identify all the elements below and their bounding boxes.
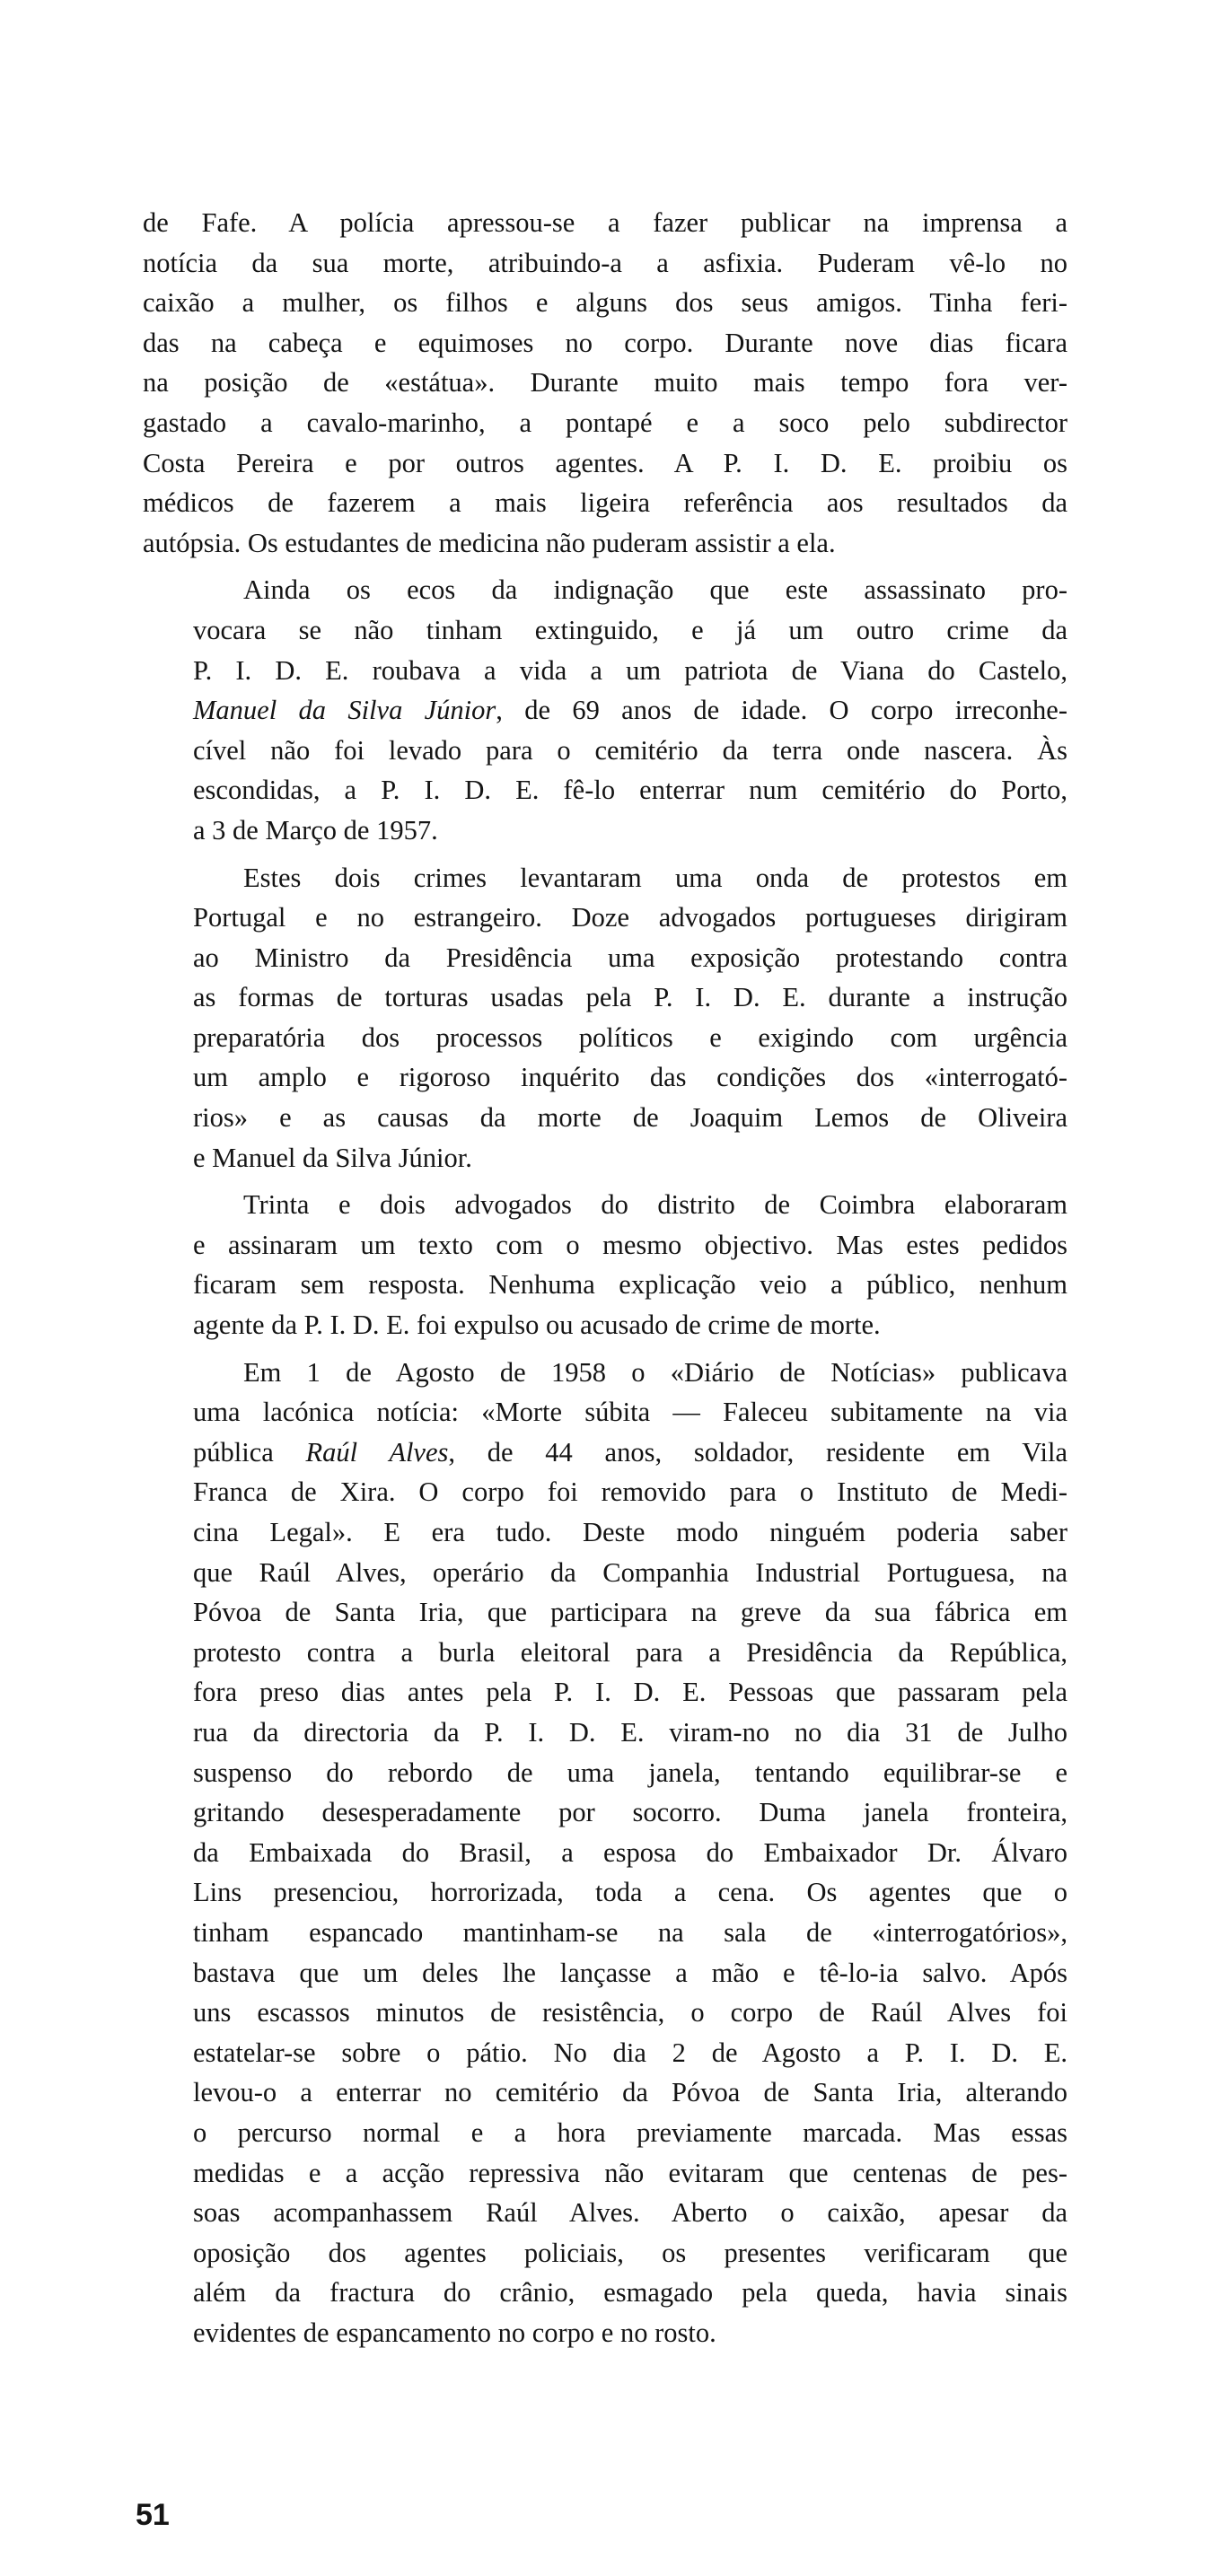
text-line: de Fafe. A polícia apressou-se a fazer publicar na imprensa a bbox=[143, 207, 1067, 238]
italic-name: Raúl Alves bbox=[305, 1436, 449, 1468]
text-line: e Manuel da Silva Júnior. bbox=[193, 1142, 472, 1173]
text-line: ao Ministro da Presidência uma exposição protestando contra bbox=[193, 942, 1067, 973]
text-line: na posição de «estátua». Durante muito mais tempo fora ver- bbox=[143, 367, 1067, 399]
text-line: estatelar-se sobre o pátio. No dia 2 de Agosto a P. I. D. E. bbox=[193, 2037, 1067, 2068]
text-line: caixão a mulher, os filhos e alguns dos seus amigos. Tinha feri- bbox=[143, 287, 1067, 319]
text-line: Estes dois crimes levantaram uma onda de protestos em bbox=[243, 862, 1067, 893]
text-line: rios» e as causas da morte de Joaquim Lemos de Oliveira bbox=[193, 1102, 1067, 1134]
paragraph bbox=[143, 203, 1067, 563]
text-line: gastado a cavalo-marinho, a pontapé e a soco pelo subdirector bbox=[143, 407, 1067, 438]
body-text bbox=[143, 203, 1067, 2353]
text-line: uns escassos minutos de resistência, o corpo de Raúl Alves foi bbox=[193, 1997, 1067, 2028]
text-line: uma lacónica notícia: «Morte súbita — Faleceu subitamente na via bbox=[193, 1397, 1067, 1428]
text-line: a 3 de Março de 1957. bbox=[193, 814, 438, 846]
text-line: cina Legal». E era tudo. Deste modo ninguém poderia saber bbox=[193, 1517, 1067, 1547]
text-line: P. I. D. E. roubava a vida a um patriota de Viana do Castelo, bbox=[193, 654, 1067, 686]
text-line: as formas de torturas usadas pela P. I. D. E. durante a instrução bbox=[193, 982, 1067, 1013]
text-line: e assinaram um texto com o mesmo objectivo. Mas estes pedidos bbox=[193, 1229, 1067, 1260]
text-line: evidentes de espancamento no corpo e no rosto. bbox=[193, 2317, 716, 2348]
text-line: autópsia. Os estudantes de medicina não puderam assistir a ela. bbox=[143, 527, 836, 558]
page-number: 51 bbox=[136, 2498, 170, 2532]
text-line: soas acompanhassem Raúl Alves. Aberto o caixão, apesar da bbox=[193, 2197, 1067, 2229]
text-line: vocara se não tinham extinguido, e já um outro crime da bbox=[193, 614, 1067, 645]
text-line: ficaram sem resposta. Nenhuma explicação veio a público, nenhum bbox=[193, 1269, 1067, 1301]
text-line: fora preso dias antes pela P. I. D. E. Pessoas que passaram pela bbox=[193, 1677, 1067, 1708]
text-line: Manuel da Silva Júnior, de 69 anos de idade. O corpo irreconhe- bbox=[193, 695, 1067, 726]
text-line: tinham espancado mantinham-se na sala de «interrogatórios», bbox=[193, 1916, 1067, 1948]
text-line: Franca de Xira. O corpo foi removido para o Instituto de Medi- bbox=[193, 1476, 1067, 1508]
text-line: Lins presenciou, horrorizada, toda a cena. Os agentes que o bbox=[193, 1877, 1067, 1908]
text-line: um amplo e rigoroso inquérito das condições dos «interrogató- bbox=[193, 1062, 1067, 1093]
text-line: das na cabeça e equimoses no corpo. Durante nove dias ficara bbox=[143, 327, 1067, 358]
italic-name: Manuel da Silva Júnior bbox=[193, 695, 496, 726]
text-line: suspenso do rebordo de uma janela, tentando equilibrar-se e bbox=[193, 1757, 1067, 1788]
text-line: agente da P. I. D. E. foi expulso ou acusado de crime de morte. bbox=[193, 1310, 881, 1341]
text-line: gritando desesperadamente por socorro. Duma janela fronteira, bbox=[193, 1797, 1067, 1828]
text-line: protesto contra a burla eleitoral para a Presidência da República, bbox=[193, 1636, 1067, 1668]
paragraph bbox=[143, 1353, 1067, 2353]
text-line: escondidas, a P. I. D. E. fê-lo enterrar num cemitério do Porto, bbox=[193, 775, 1067, 806]
text-line: o percurso normal e a hora previamente marcada. Mas essas bbox=[193, 2116, 1067, 2148]
text-line: cível não foi levado para o cemitério da terra onde nascera. Às bbox=[193, 734, 1067, 766]
text-line: que Raúl Alves, operário da Companhia Industrial Portuguesa, na bbox=[193, 1556, 1067, 1588]
text-line: além da fractura do crânio, esmagado pela queda, havia sinais bbox=[193, 2277, 1067, 2309]
text-line: Trinta e dois advogados do distrito de Coimbra elaboraram bbox=[243, 1189, 1067, 1221]
text-line: da Embaixada do Brasil, a esposa do Embaixador Dr. Álvaro bbox=[193, 1836, 1067, 1868]
text-line: medidas e a acção repressiva não evitaram que centenas de pes- bbox=[193, 2157, 1067, 2188]
text-line: Póvoa de Santa Iria, que participara na greve da sua fábrica em bbox=[193, 1597, 1067, 1628]
paragraph bbox=[143, 570, 1067, 850]
text-line: Em 1 de Agosto de 1958 o «Diário de Notícias» publicava bbox=[243, 1356, 1067, 1388]
text-line: Portugal e no estrangeiro. Doze advogados portugueses dirigiram bbox=[193, 902, 1067, 933]
text-line: preparatória dos processos políticos e exigindo com urgência bbox=[193, 1021, 1067, 1053]
text-line: oposição dos agentes policiais, os presentes verificaram que bbox=[193, 2237, 1067, 2268]
text-line: levou-o a enterrar no cemitério da Póvoa de Santa Iria, alterando bbox=[193, 2077, 1067, 2108]
text-line: médicos de fazerem a mais ligeira referência aos resultados da bbox=[143, 487, 1067, 519]
text-line: Costa Pereira e por outros agentes. A P. I. D. E. proibiu os bbox=[143, 447, 1067, 478]
text-line: rua da directoria da P. I. D. E. viram-no no dia 31 de Julho bbox=[193, 1716, 1067, 1748]
text-line: pública Raúl Alves, de 44 anos, soldador, residente em Vila bbox=[193, 1436, 1067, 1468]
paragraph bbox=[143, 858, 1067, 1178]
paragraph bbox=[143, 1185, 1067, 1345]
text-line: bastava que um deles lhe lançasse a mão e tê-lo-ia salvo. Após bbox=[193, 1957, 1067, 1988]
text-line: notícia da sua morte, atribuindo-a a asfixia. Puderam vê-lo no bbox=[143, 247, 1067, 278]
text-line: Ainda os ecos da indignação que este assassinato pro- bbox=[243, 574, 1067, 606]
